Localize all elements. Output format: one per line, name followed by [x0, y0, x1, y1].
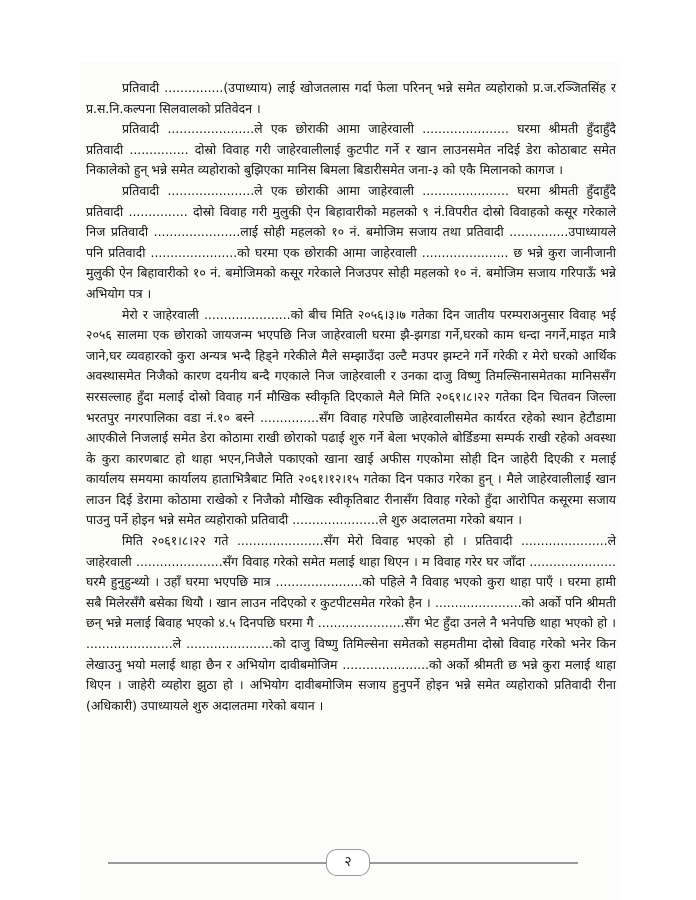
paragraph: प्रतिवादी ......................ले एक छोराकी आमा जाहेरवाली ...................... घरमा श्रीमती हुँदाहुँदै प्रतिवादी ............... दोस्रो विवाह गरी मुलुकी ऐन बिहावारीको महलको ९ नं.विपरीत दोस्रो विवाहको कसूर गरेकाले निज प्रतिवादी ......................लाई सोही महलको १० नं. बमोजिम सजाय तथा प्रतिवादी ...............उपाध्यायले पनि प्रतिवादी ......................को घरमा एक छोराकी आमा जाहेरवाली ...................... छ भन्ने कुरा जानीजानी मुलुकी ऐन बिहावारीको १० नं. बमोजिमको कसूर गरेकाले निजउपर सोही महलको १० नं. बमोजिम सजाय गरिपाऊँ भन्ने अभियोग पत्र ।: [86, 182, 616, 301]
page-footer: [0, 846, 696, 880]
paragraph: मेरो र जाहेरवाली ......................को बीच मिति २०५६।३।७ गतेका दिन जातीय परम्पराअनुसार विवाह भई २०५६ सालमा एक छोराको जायजन्म भएपछि निज जाहेरवाली घरमा झै-झगडा गर्ने,घरको काम धन्दा नगर्ने,माइत मात्रै जाने,घर व्यवहारको कुरा अन्यत्र भन्दै हिड्ने गरेकीले मैले सम्झाउँदा उल्टै मउपर झम्टने गर्ने गरेकी र मेरो घरको आर्थिक अवस्थासमेत निजैको कारण दयनीय बन्दै गएकाले निज जाहेरवाली र उनका दाजु विष्णु तिमल्सिनासमेतका मानिससँग सरसल्लाह हुँदा मलाई दोस्रो विवाह गर्न मौखिक स्वीकृति दिएकाले मैले मिति २०६१।८।२२ गतेका दिन चितवन जिल्ला भरतपुर नगरपालिका वडा नं.१० बस्ने ...............सँग विवाह गरेपछि जाहेरवालीसमेत कार्यरत रहेको स्थान हेटौडामा आएकीले निजलाई समेत डेरा कोठामा राखी छोराको पढाई शुरु गर्ने बेला भएकोले बोर्डिङमा सम्पर्क राखी रहेको अवस्था के कुरा कारणबाट हो थाहा भएन,निजैले पकाएको खाना खाई अफीस गएकोमा सोही दिन जाहेरी दिएकी र मलाई कार्यालय समयमा कार्यालय हाताभित्रैबाट मिति २०६१।१२।१५ गतेका दिन पकाउ गरेका हुन् । मैले जाहेरवालीलाई खान लाउन दिई डेरामा कोठामा राखेको र निजैको मौखिक स्वीकृतिबाट रीनासँग विवाह गरेको हुँदा आरोपित कसूरमा सजाय पाउनु पर्ने होइन भन्ने समेत व्यहोराको प्रतिवादी ......................ले शुरु अदालतमा गरेको बयान ।: [86, 306, 616, 528]
footer-rule-left: [108, 862, 326, 864]
page-number: २: [326, 849, 370, 876]
footer-rule-right: [370, 862, 578, 864]
document-body: [86, 78, 616, 716]
paragraph: प्रतिवादी ...............(उपाध्याय) लाई खोजतलास गर्दा फेला परिनन् भन्ने समेत व्यहोराको प्र.ज.रञ्जितसिंह र प्र.स.नि.कल्पना सिलवालको प्रतिवेदन ।: [86, 80, 616, 116]
paragraph: मिति २०६१।८।२२ गते ......................सँग मेरो विवाह भएको हो । प्रतिवादी ......................ले जाहेरवाली ......................सँग विवाह गरेको समेत मलाई थाहा थिएन । म विवाह गरेर घर जाँदा ...................... घरमै हुनुहुन्थ्यो । उहाँ घरमा भएपछि मात्र ......................को पहिले नै विवाह भएको कुरा थाहा पाएँ । घरमा हामी सबै मिलेरसँगै बसेका थियौ । खान लाउन नदिएको र कुटपीटसमेत गरेको हैन । ......................को अर्को पनि श्रीमती छन् भन्ने मलाई बिवाह भएको ४.५ दिनपछि घरमा गै ......................सँग भेट हुँदा उनले नै भनेपछि थाहा भएको हो । ......................ले ......................को दाजु विष्णु तिमिल्सेना समेतको सहमतीमा दोस्रो विवाह गरेको भनेर किन लेखाउनु भयो मलाई थाहा छैन र अभियोग दावीबमोजिम ......................को अर्को श्रीमती छ भन्ने कुरा मलाई थाहा थिएन । जाहेरी व्यहोरा झुठा हो । अभियोग दावीबमोजिम सजाय हुनुपर्ने होइन भन्ने समेत व्यहोराको प्रतिवादी रीना (अधिकारी) उपाध्यायले शुरु अदालतमा गरेको बयान ।: [86, 533, 616, 713]
paragraph: प्रतिवादी ......................ले एक छोराकी आमा जाहेरवाली ...................... घरमा श्रीमती हुँदाहुँदै प्रतिवादी ............... दोस्रो विवाह गरी जाहेरवालीलाई कुटपीट गर्ने र खान लाउनसमेत नदिई डेरा कोठाबाट समेत निकालेको हुन् भन्ने समेत व्यहोराको बुझिएका मानिस बिमला बिडारीसमेत जना-३ को एकै मिलानको कागज ।: [86, 121, 616, 178]
